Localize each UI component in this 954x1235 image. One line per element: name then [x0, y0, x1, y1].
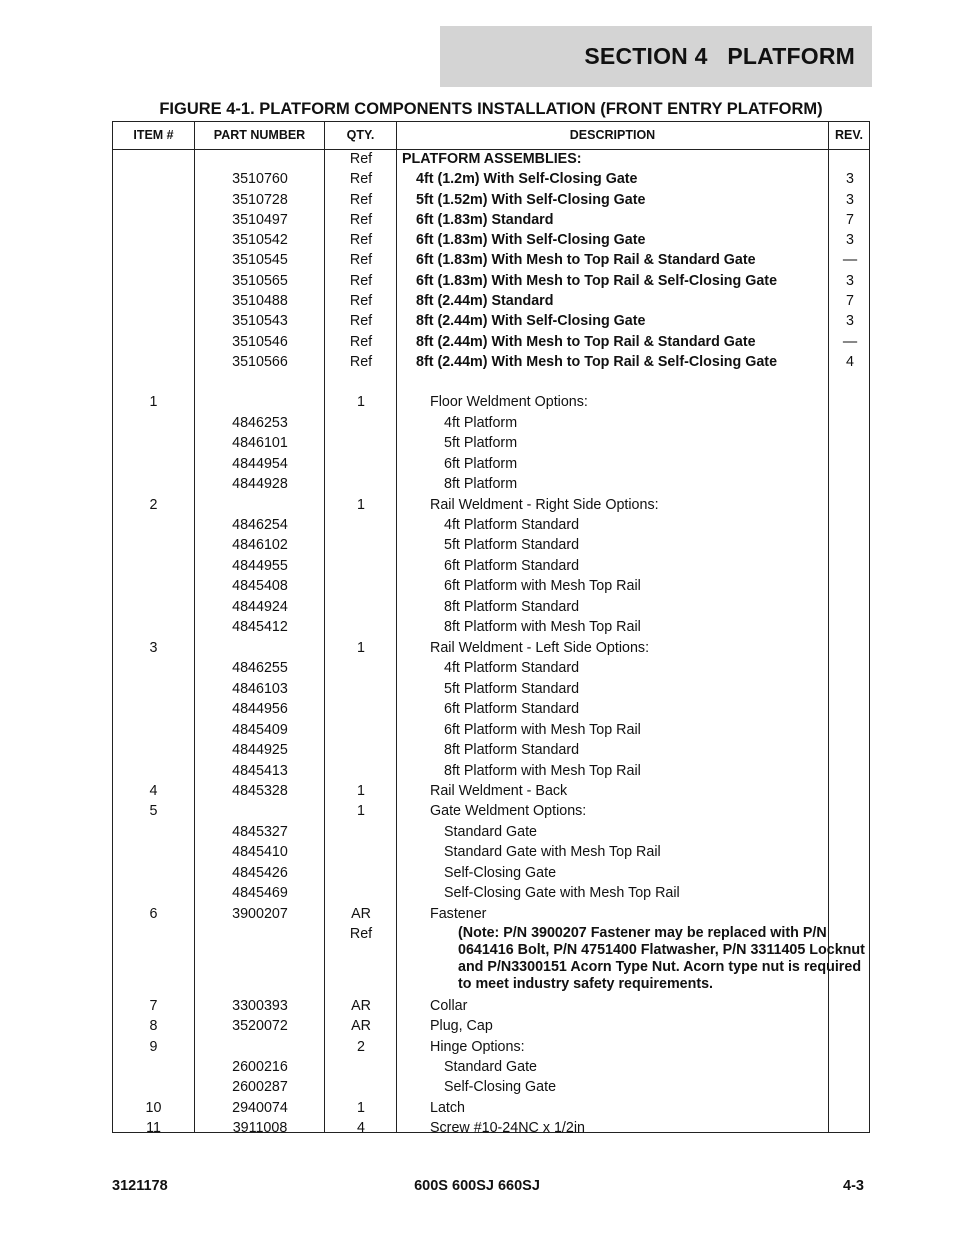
item-cell: 6: [149, 905, 158, 922]
part-number-cell: 3911008: [232, 1120, 288, 1137]
rev-cell: —: [842, 252, 858, 269]
part-number-cell: 3300393: [232, 998, 288, 1015]
table-spacer-row: [113, 372, 869, 392]
part-number-cell: 3510728: [232, 191, 288, 208]
part-number-cell: 3510546: [232, 333, 288, 350]
part-number-cell: 4846254: [232, 516, 288, 533]
part-number-cell: 3900207: [232, 905, 288, 922]
table-row: [113, 1016, 869, 1036]
table-row: [113, 658, 869, 679]
qty-cell: Ref: [349, 191, 373, 208]
table-row: [113, 1098, 869, 1118]
part-number-cell: 3510497: [232, 211, 288, 228]
table-row: [113, 433, 869, 454]
rev-cell: 4: [846, 353, 854, 370]
description-cell: Rail Weldment - Left Side Options:: [430, 639, 650, 656]
description-cell: Plug, Cap: [430, 1018, 493, 1035]
rev-cell: 3: [846, 191, 854, 208]
description-cell: 6ft (1.83m) Standard: [416, 211, 554, 228]
section-header: [440, 26, 872, 87]
description-cell: Standard Gate: [444, 1058, 537, 1075]
item-cell: 3: [149, 639, 158, 656]
qty-cell: Ref: [349, 313, 373, 330]
table-row: [113, 1118, 869, 1138]
qty-cell: 1: [357, 783, 365, 800]
qty-cell: 1: [357, 639, 365, 656]
table-row: [113, 1057, 869, 1078]
qty-cell: AR: [351, 905, 371, 922]
description-cell: 4ft (1.2m) With Self-Closing Gate: [416, 171, 638, 188]
qty-cell: Ref: [349, 211, 373, 228]
footer-model: 600S 600SJ 660SJ: [414, 1178, 540, 1194]
table-row: [113, 883, 869, 904]
table-row: [113, 454, 869, 475]
description-cell: 6ft Platform: [444, 455, 518, 472]
part-number-cell: 2600287: [232, 1079, 288, 1096]
table-row: [113, 842, 869, 863]
table-row: [113, 679, 869, 700]
description-cell: 8ft (2.44m) Standard: [416, 293, 554, 310]
part-number-cell: 4845412: [232, 619, 288, 636]
part-number-cell: 3520072: [232, 1018, 288, 1035]
part-number-cell: 4845413: [232, 762, 288, 779]
description-cell: Fastener: [430, 905, 487, 922]
part-number-cell: 4845328: [232, 783, 288, 800]
description-cell: 6ft (1.83m) With Self-Closing Gate: [416, 232, 646, 249]
part-number-cell: 4845409: [232, 721, 288, 738]
table-row: [113, 761, 869, 782]
qty-cell: Ref: [349, 272, 373, 289]
qty-cell: Ref: [349, 926, 373, 943]
rev-cell: 3: [846, 272, 854, 289]
rev-cell: 3: [846, 313, 854, 330]
table-row: [113, 924, 869, 996]
header-rev: REV.: [834, 128, 864, 142]
table-row: [113, 740, 869, 761]
description-cell: 4ft Platform: [444, 414, 518, 431]
part-number-cell: 4846253: [232, 414, 288, 431]
description-cell: 6ft Platform with Mesh Top Rail: [444, 578, 641, 595]
table-row: [113, 801, 869, 821]
description-cell: 8ft Platform Standard: [444, 742, 580, 759]
description-cell: Standard Gate with Mesh Top Rail: [444, 844, 661, 861]
parts-table: [112, 121, 870, 1137]
table-row: [113, 996, 869, 1016]
header-qty: QTY.: [346, 128, 375, 142]
description-cell: Screw #10-24NC x 1/2in: [430, 1120, 585, 1137]
description-cell: 6ft Platform Standard: [444, 557, 580, 574]
description-cell: Latch: [430, 1099, 465, 1116]
item-cell: 10: [145, 1099, 162, 1116]
description-cell: 6ft (1.83m) With Mesh to Top Rail & Self-Closing Gate: [416, 272, 778, 289]
table-row: [113, 495, 869, 515]
table-row: [113, 311, 869, 331]
description-cell: 8ft Platform: [444, 476, 518, 493]
header-part-number: PART NUMBER: [213, 128, 306, 142]
description-cell: 6ft Platform with Mesh Top Rail: [444, 721, 641, 738]
description-cell: 8ft Platform Standard: [444, 598, 580, 615]
qty-cell: Ref: [349, 333, 373, 350]
description-cell: Hinge Options:: [430, 1038, 525, 1055]
footer-page-number: 4-3: [843, 1178, 864, 1194]
item-cell: 2: [149, 496, 158, 513]
qty-cell: 1: [357, 803, 365, 820]
table-row: [113, 392, 869, 412]
part-number-cell: 3510543: [232, 313, 288, 330]
qty-cell: 4: [357, 1120, 365, 1137]
description-cell: Self-Closing Gate: [444, 1079, 557, 1096]
description-cell: 5ft Platform Standard: [444, 537, 580, 554]
figure-title: FIGURE 4-1. PLATFORM COMPONENTS INSTALLATION (FRONT ENTRY PLATFORM): [159, 100, 823, 118]
table-row: [113, 638, 869, 658]
part-number-cell: 4846103: [232, 680, 288, 697]
part-number-cell: 4846255: [232, 660, 288, 677]
table-row: [113, 556, 869, 577]
table-row: [113, 413, 869, 434]
item-cell: 4: [149, 783, 158, 800]
table-row: [113, 781, 869, 801]
table-row: [113, 352, 869, 372]
table-row: [113, 617, 869, 638]
description-cell: 8ft Platform with Mesh Top Rail: [444, 619, 641, 636]
part-number-cell: 4845469: [232, 885, 288, 902]
description-cell: 6ft (1.83m) With Mesh to Top Rail & Standard Gate: [416, 252, 756, 269]
table-row: [113, 1077, 869, 1098]
description-cell: Standard Gate: [444, 823, 537, 840]
part-number-cell: 3510488: [232, 293, 288, 310]
qty-cell: Ref: [349, 252, 373, 269]
description-cell: 8ft (2.44m) With Mesh to Top Rail & Standard Gate: [416, 333, 756, 350]
description-cell: 8ft (2.44m) With Self-Closing Gate: [416, 313, 646, 330]
rev-cell: —: [842, 333, 858, 350]
table-header-row: [113, 122, 869, 150]
description-cell: Self-Closing Gate with Mesh Top Rail: [444, 885, 680, 902]
part-number-cell: 4846101: [232, 435, 288, 452]
qty-cell: AR: [351, 1018, 371, 1035]
table-row: [113, 863, 869, 884]
table-row: [113, 332, 869, 352]
table-row: [113, 190, 869, 210]
part-number-cell: 3510542: [232, 232, 288, 249]
table-row: [113, 169, 869, 189]
part-number-cell: 4844955: [232, 557, 288, 574]
table-row: [113, 597, 869, 618]
qty-cell: Ref: [349, 151, 373, 167]
qty-cell: Ref: [349, 171, 373, 188]
part-number-cell: 4845327: [232, 823, 288, 840]
table-row: [113, 1037, 869, 1057]
part-number-cell: 4845426: [232, 864, 288, 881]
qty-cell: 1: [357, 496, 365, 513]
qty-cell: 2: [357, 1038, 365, 1055]
rev-cell: 3: [846, 171, 854, 188]
part-number-cell: 4846102: [232, 537, 288, 554]
qty-cell: Ref: [349, 293, 373, 310]
description-cell: (Note: P/N 3900207 Fastener may be replaced with P/N 0641416 Bolt, P/N 4751400 Flatwasher, P/N 3311405 Locknut and P/N3300151 Acorn Type Nut. Acorn type nut is required to meet industry safety requirements.: [458, 925, 865, 993]
table-row: [113, 271, 869, 291]
description-cell: 5ft Platform Standard: [444, 680, 580, 697]
part-number-cell: 4844956: [232, 701, 288, 718]
qty-cell: AR: [351, 998, 371, 1015]
description-cell: Rail Weldment - Back: [430, 783, 568, 800]
item-cell: 7: [149, 998, 158, 1015]
table-row: [113, 535, 869, 556]
part-number-cell: 4844954: [232, 455, 288, 472]
part-number-cell: 4844928: [232, 476, 288, 493]
item-cell: 5: [149, 803, 158, 820]
item-cell: 1: [149, 394, 158, 411]
table-row: [113, 230, 869, 250]
qty-cell: Ref: [349, 232, 373, 249]
part-number-cell: 3510565: [232, 272, 288, 289]
table-row: [113, 576, 869, 597]
table-row: [113, 291, 869, 311]
table-row: [113, 210, 869, 230]
table-row: [113, 250, 869, 270]
header-description: DESCRIPTION: [569, 128, 656, 142]
description-cell: 8ft (2.44m) With Mesh to Top Rail & Self-Closing Gate: [416, 353, 778, 370]
header-item: ITEM #: [133, 128, 174, 142]
qty-cell: 1: [357, 1099, 365, 1116]
qty-cell: Ref: [349, 353, 373, 370]
item-cell: 11: [146, 1120, 161, 1137]
description-cell: 6ft Platform Standard: [444, 701, 580, 718]
description-cell: 4ft Platform Standard: [444, 660, 580, 677]
description-cell: Collar: [430, 998, 468, 1015]
part-number-cell: 4845408: [232, 578, 288, 595]
part-number-cell: 3510545: [232, 252, 288, 269]
description-cell: Rail Weldment - Right Side Options:: [430, 496, 659, 513]
item-cell: 9: [149, 1038, 158, 1055]
item-cell: 8: [149, 1018, 158, 1035]
part-number-cell: 2600216: [232, 1058, 288, 1075]
description-cell: Floor Weldment Options:: [430, 394, 588, 411]
table-row: [113, 515, 869, 536]
section-title: SECTION 4 PLATFORM: [584, 43, 855, 69]
part-number-cell: 4845410: [232, 844, 288, 861]
table-row: [113, 822, 869, 843]
table-row: [113, 720, 869, 741]
description-cell: 5ft (1.52m) With Self-Closing Gate: [416, 191, 646, 208]
description-cell: 5ft Platform: [444, 435, 518, 452]
description-cell: PLATFORM ASSEMBLIES:: [402, 151, 582, 167]
rev-cell: 7: [846, 211, 854, 228]
table-row: [113, 474, 869, 495]
description-cell: Self-Closing Gate: [444, 864, 557, 881]
description-cell: Gate Weldment Options:: [430, 803, 587, 820]
description-cell: 8ft Platform with Mesh Top Rail: [444, 762, 641, 779]
part-number-cell: 4844925: [232, 742, 288, 759]
description-cell: 4ft Platform Standard: [444, 516, 580, 533]
part-number-cell: 4844924: [232, 598, 288, 615]
table-body: [113, 149, 869, 1139]
rev-cell: 7: [846, 293, 854, 310]
qty-cell: 1: [357, 394, 365, 411]
part-number-cell: 2940074: [232, 1099, 288, 1116]
table-row: [113, 904, 869, 924]
part-number-cell: 3510760: [232, 171, 288, 188]
table-row: [113, 699, 869, 720]
rev-cell: 3: [846, 232, 854, 249]
table-row: [113, 149, 869, 169]
part-number-cell: 3510566: [232, 353, 288, 370]
footer-doc-number: 3121178: [112, 1178, 168, 1194]
